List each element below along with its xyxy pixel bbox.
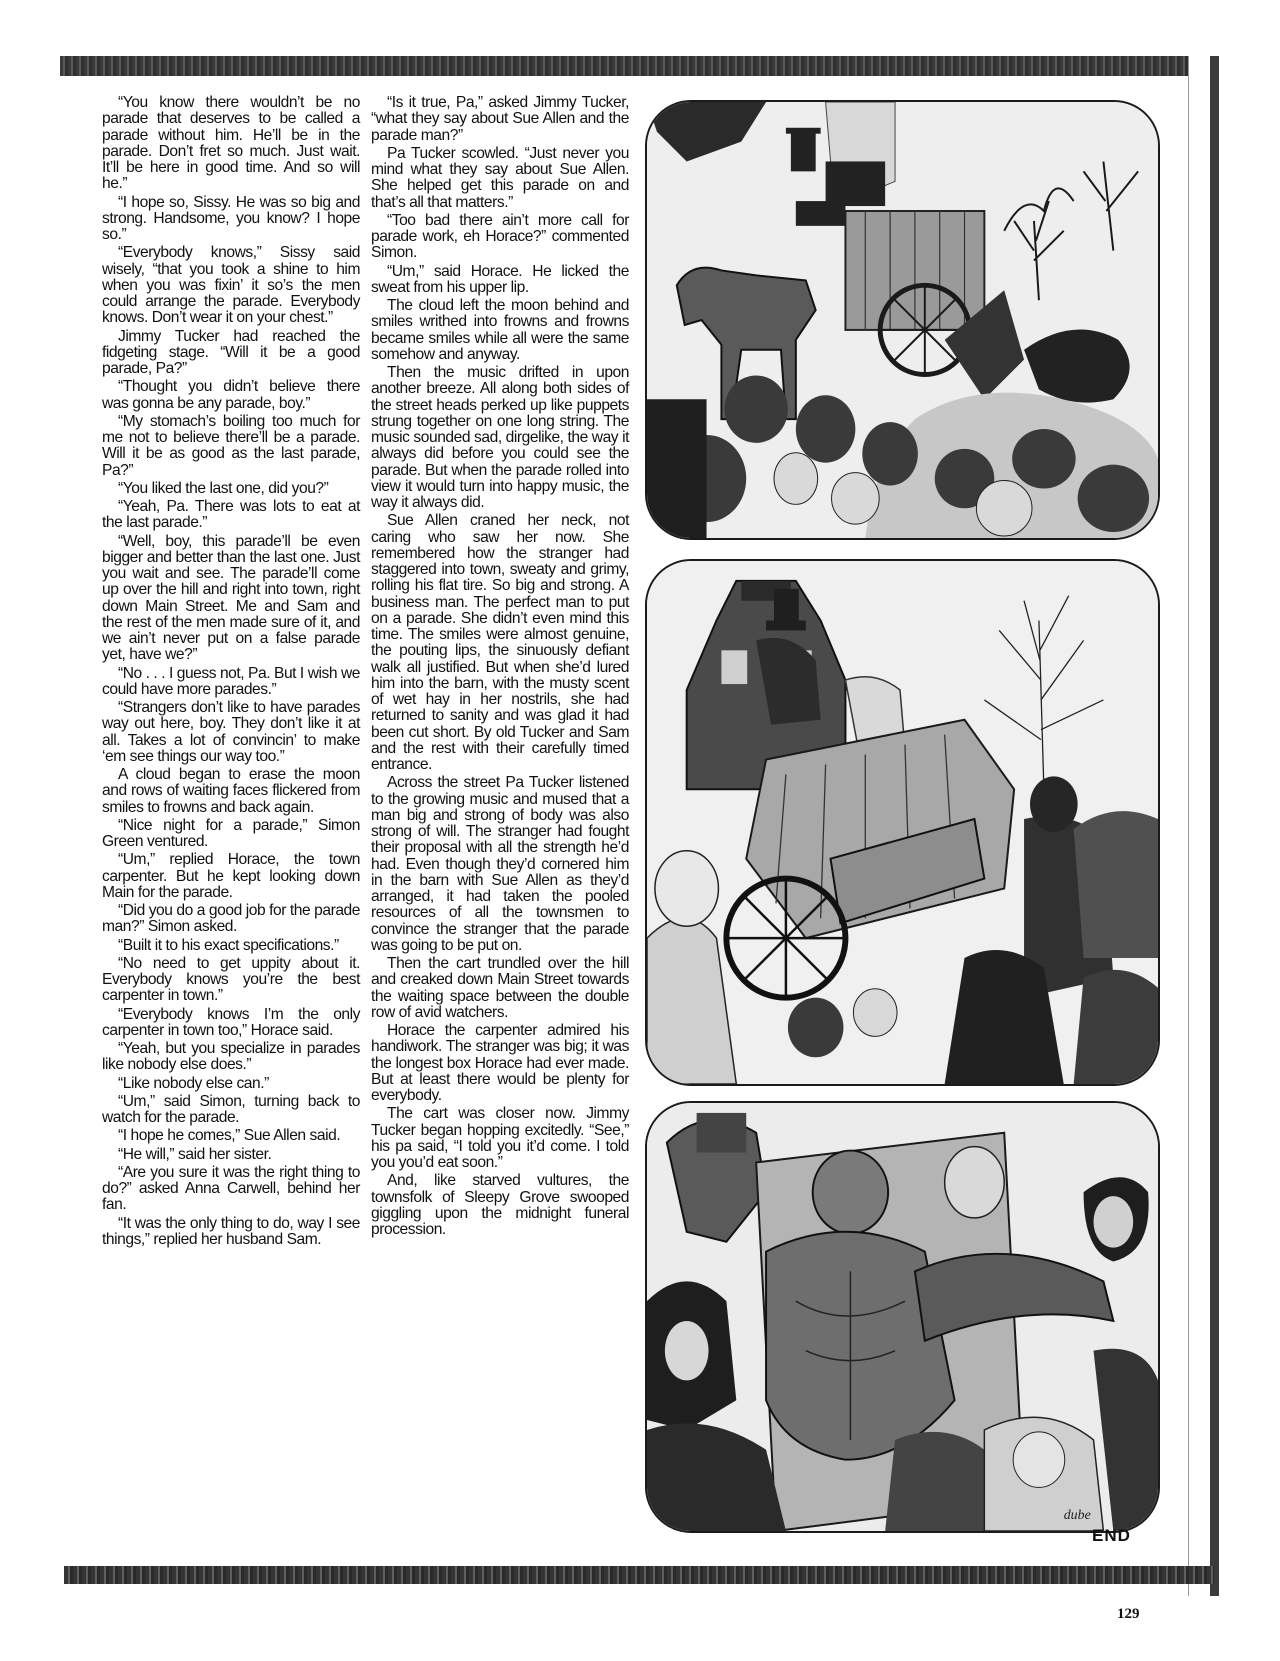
story-paragraph: “You know there wouldn’t be no parade that deserves to be called a parade without him. He’ll be in the parade. Don’t fret so much. Just wait. It’ll be here in good time. And so will he.” [102, 94, 360, 193]
illustration-panel-bound-stranger [645, 559, 1160, 1086]
story-paragraph: The cart was closer now. Jimmy Tucker began hopping excitedly. “See,” his pa said, “I told you it’d come. I told you you’d eat soon.” [371, 1105, 629, 1171]
story-paragraph: “Yeah, but you specialize in parades like nobody else does.” [102, 1040, 360, 1074]
story-paragraph: “It was the only thing to do, way I see things,” replied her husband Sam. [102, 1214, 360, 1248]
story-paragraph: “Are you sure it was the right thing to do?” asked Anna Carwell, behind her fan. [102, 1163, 360, 1214]
story-paragraph: “Strangers don’t like to have parades way out here, boy. They don’t like it at all. Takes a lot of convincin’ to make ‘em see things our way too.” [102, 699, 360, 765]
story-paragraph: “Everybody knows,” Sissy said wisely, “that you took a shine to him when you was fixin’ it so’s the men could arrange the parade. Everybody knows. Don’t wear it on your chest.” [102, 244, 360, 327]
story-paragraph: Sue Allen craned her neck, not caring who saw her now. She remembered how the stranger had staggered into town, sweaty and grimy, rolling his flat tire. So big and strong. A business man. The perfect man to put on a parade. She didn’t even mind this time. The smiles were almost genuine, the pouting lips, the sinuously defiant walk all justified. But when she’d lured him into the barn, with the musty scent of wet hay in her nostrils, she had returned to sanity and was glad it had been cut short. By old Tucker and Sam and the rest with their carefully timed entrance. [371, 512, 629, 773]
top-border-bar [60, 56, 1219, 76]
story-paragraph: “He will,” said her sister. [118, 1145, 272, 1163]
text-column-2 [371, 95, 629, 1240]
illustration-panel-hearse-wagon [645, 100, 1160, 540]
story-paragraph: “My stomach’s boiling too much for me not to believe there’ll be a parade. Will it be as good as the last parade, Pa?” [102, 412, 360, 479]
story-paragraph: “I hope he comes,” Sue Allen said. [118, 1127, 341, 1145]
illustration-feast [647, 1103, 1158, 1531]
story-paragraph: “Built it to his exact specifications.” [118, 936, 339, 954]
illustration-bound-stranger [647, 561, 1158, 1084]
story-paragraph: “Nice night for a parade,” Simon Green ventured. [102, 816, 360, 850]
text-column-1 [102, 95, 360, 1250]
story-paragraph: Jimmy Tucker had reached the fidgeting stage. “Will it be a good parade, Pa?” [102, 327, 360, 377]
story-paragraph: “Is it true, Pa,” asked Jimmy Tucker, “what they say about Sue Allen and the parade man?” [371, 94, 629, 144]
story-paragraph: “Yeah, Pa. There was lots to eat at the last parade.” [102, 498, 360, 532]
bottom-border-bar [64, 1566, 1214, 1584]
story-paragraph: “No need to get uppity about it. Everybody knows you’re the best carpenter in town.” [102, 954, 360, 1005]
story-paragraph: “Um,” said Horace. He licked the sweat from his upper lip. [371, 262, 629, 296]
story-paragraph: Then the music drifted in upon another breeze. All along both sides of the street heads perked up like puppets strung together on one long string. The music sounded sad, dirgelike, the way it always did before you could see the parade. But when the parade rolled into view it would turn into happy music, the way it always did. [371, 364, 629, 511]
end-mark: END [1092, 1526, 1131, 1545]
story-paragraph: “Did you do a good job for the parade man?” Simon asked. [102, 902, 360, 936]
story-paragraph: “Um,” said Simon, turning back to watch for the parade. [102, 1092, 360, 1126]
right-border-bar [1210, 56, 1219, 1596]
story-paragraph: “Like nobody else can.” [118, 1074, 269, 1092]
story-paragraph: “Um,” replied Horace, the town carpenter. But he kept looking down Main for the parade. [102, 851, 360, 901]
story-paragraph: A cloud began to erase the moon and rows of waiting faces flickered from smiles to frowns and back again. [102, 766, 360, 816]
story-paragraph: “I hope so, Sissy. He was so big and strong. Handsome, you know? I hope so.” [102, 193, 360, 243]
story-paragraph: “Too bad there ain’t more call for parade work, eh Horace?” commented Simon. [371, 211, 629, 262]
story-paragraph: “Everybody knows I’m the only carpenter in town too,” Horace said. [102, 1005, 360, 1039]
artist-signature: dube [1063, 1508, 1091, 1524]
illustration-panel-feast [645, 1101, 1160, 1533]
story-paragraph: “No . . . I guess not, Pa. But I wish we could have more parades.” [102, 664, 361, 698]
story-paragraph: “Well, boy, this parade’ll be even bigger and better than the last one. Just you wait and see. The parade’ll come up over the hill and right into town, right down Main Street. Me and Sam and the rest of the men made sure of it, and we ain’t never put on a false parade yet, have we?” [102, 532, 360, 664]
page-number: 129 [1117, 1606, 1140, 1622]
story-paragraph: And, like starved vultures, the townsfolk of Sleepy Grove swooped giggling upon the midnight funeral procession. [371, 1172, 629, 1238]
story-paragraph: The cloud left the moon behind and smiles writhed into frowns and frowns became smiles while all were the same somehow and anyway. [371, 297, 629, 363]
story-paragraph: “You liked the last one, did you?” [118, 479, 329, 497]
story-paragraph: Horace the carpenter admired his handiwork. The stranger was big; it was the longest box Horace had ever made. But at least there would be plenty for everybody. [371, 1022, 629, 1104]
story-paragraph: “Thought you didn’t believe there was gonna be any parade, boy.” [102, 378, 360, 412]
story-paragraph: Across the street Pa Tucker listened to the growing music and mused that a man big and strong of body was also strong of will. The stranger had fought their proposal with all the strength he’d had. Even though they’d cornered him in the barn with Sue Allen as they’d arranged, it had taken the pooled resources of all the townsmen to convince the stranger that the parade was going to be put on. [371, 774, 629, 954]
illustration-hearse-wagon [647, 102, 1158, 538]
story-paragraph: Pa Tucker scowled. “Just never you mind what they say about Sue Allen. She helped get this parade on and that’s all that matters.” [371, 144, 629, 211]
story-paragraph: Then the cart trundled over the hill and creaked down Main Street towards the waiting space between the double row of avid watchers. [371, 955, 629, 1021]
